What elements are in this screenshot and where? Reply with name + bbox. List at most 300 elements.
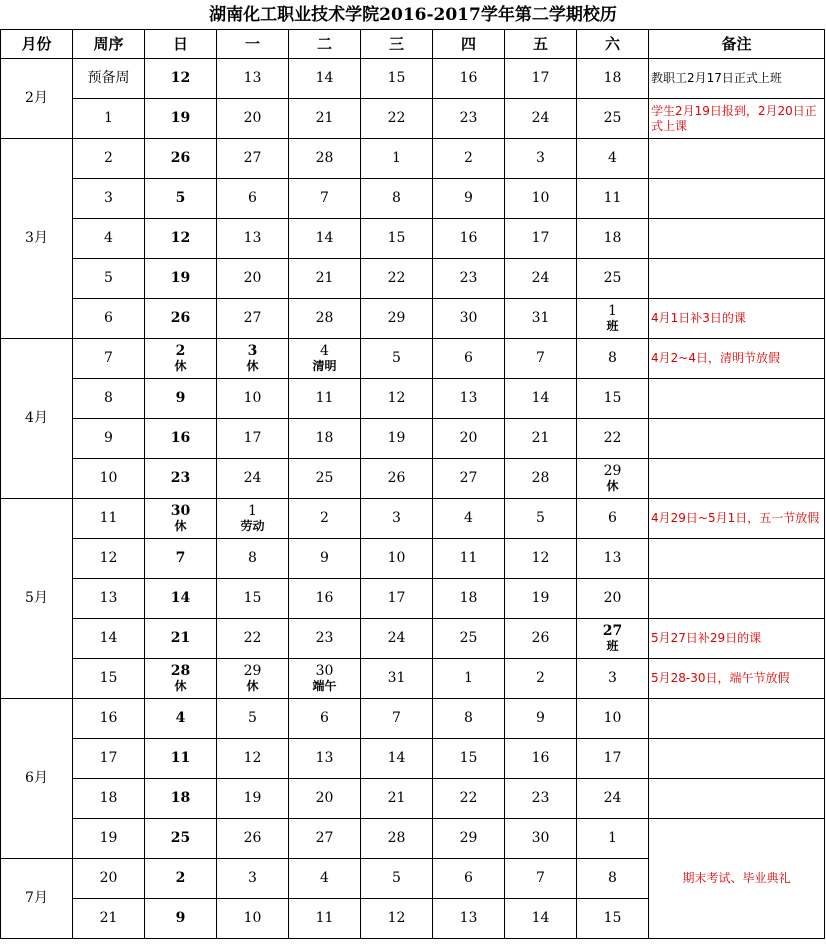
day-cell [577, 339, 649, 379]
day-number: 5 [392, 870, 401, 886]
week-row [1, 259, 825, 299]
day-cell [289, 779, 361, 819]
day-number: 5 [536, 510, 545, 526]
day-number: 18 [315, 430, 334, 446]
day-number: 12 [170, 70, 191, 86]
day-number: 29 [243, 663, 262, 679]
week-number-cell: 9 [73, 419, 145, 459]
day-number: 25 [170, 830, 191, 846]
day-number: 4 [464, 510, 473, 526]
day-number: 10 [531, 190, 550, 206]
day-cell [145, 259, 217, 299]
day-cell [145, 419, 217, 459]
day-cell [145, 659, 217, 699]
day-number: 28 [315, 310, 334, 326]
day-cell [289, 899, 361, 939]
day-cell [505, 659, 577, 699]
week-number-cell: 12 [73, 539, 145, 579]
remark-cell: 期末考试、毕业典礼 [649, 819, 825, 939]
day-number: 23 [459, 110, 478, 126]
column-header: 周序 [73, 30, 145, 59]
day-number: 6 [320, 710, 329, 726]
week-number-cell: 2 [73, 139, 145, 179]
week-number-cell: 14 [73, 619, 145, 659]
day-number: 25 [603, 110, 622, 126]
day-cell [433, 819, 505, 859]
remark-cell [649, 779, 825, 819]
week-row [1, 139, 825, 179]
day-cell [505, 859, 577, 899]
day-cell [361, 139, 433, 179]
day-cell [217, 59, 289, 99]
day-cell [217, 179, 289, 219]
remark-cell [649, 699, 825, 739]
remark-cell [649, 139, 825, 179]
day-cell [289, 179, 361, 219]
day-number: 20 [243, 110, 262, 126]
day-cell [505, 379, 577, 419]
day-number: 17 [243, 430, 262, 446]
day-number: 9 [464, 190, 473, 206]
day-number: 21 [531, 430, 550, 446]
day-cell [505, 419, 577, 459]
day-number: 16 [170, 430, 191, 446]
day-cell [577, 579, 649, 619]
week-row [1, 339, 825, 379]
day-cell [145, 339, 217, 379]
week-number-cell: 8 [73, 379, 145, 419]
day-cell [145, 859, 217, 899]
day-number: 6 [608, 510, 617, 526]
day-cell [433, 859, 505, 899]
week-row [1, 619, 825, 659]
day-tag: 班 [606, 639, 619, 653]
day-cell [577, 619, 649, 659]
day-number: 14 [170, 590, 191, 606]
day-cell [289, 59, 361, 99]
day-number: 11 [170, 750, 191, 766]
day-number: 3 [247, 343, 258, 359]
month-cell: 4月 [1, 339, 73, 499]
day-cell [577, 699, 649, 739]
week-row [1, 459, 825, 499]
day-cell [433, 299, 505, 339]
day-number: 15 [603, 390, 622, 406]
calendar-title: 湖南化工职业技术学院2016-2017学年第二学期校历 [209, 5, 617, 25]
day-cell [289, 379, 361, 419]
day-cell [433, 579, 505, 619]
day-number: 4 [320, 870, 329, 886]
remark-cell [649, 579, 825, 619]
remark-cell: 5月27日补29日的课 [649, 619, 825, 659]
day-number: 27 [315, 830, 334, 846]
day-number: 5 [248, 710, 257, 726]
day-number: 9 [175, 910, 186, 926]
day-cell [361, 699, 433, 739]
day-cell [289, 259, 361, 299]
week-number-cell: 6 [73, 299, 145, 339]
day-number: 22 [387, 270, 406, 286]
day-number: 8 [392, 190, 401, 206]
day-number: 5 [392, 350, 401, 366]
day-number: 24 [603, 790, 622, 806]
day-cell [433, 379, 505, 419]
day-number: 1 [464, 670, 473, 686]
day-number: 1 [392, 150, 401, 166]
day-number: 20 [603, 590, 622, 606]
day-number: 1 [248, 503, 257, 519]
week-number-cell: 10 [73, 459, 145, 499]
day-cell [289, 619, 361, 659]
week-row [1, 779, 825, 819]
day-cell [361, 779, 433, 819]
day-cell [217, 139, 289, 179]
day-number: 10 [243, 910, 262, 926]
day-number: 20 [243, 270, 262, 286]
day-cell [289, 459, 361, 499]
day-number: 17 [387, 590, 406, 606]
day-number: 7 [320, 190, 329, 206]
day-cell [217, 299, 289, 339]
remark-cell: 4月29日~5月1日，五一节放假 [649, 499, 825, 539]
day-number: 13 [315, 750, 334, 766]
day-cell [577, 179, 649, 219]
day-cell [433, 539, 505, 579]
day-number: 29 [459, 830, 478, 846]
day-number: 10 [387, 550, 406, 566]
week-number-cell: 预备周 [73, 59, 145, 99]
day-number: 12 [243, 750, 262, 766]
day-cell [433, 739, 505, 779]
day-number: 22 [459, 790, 478, 806]
day-cell [361, 259, 433, 299]
day-number: 19 [170, 110, 191, 126]
day-cell [361, 619, 433, 659]
day-number: 24 [531, 110, 550, 126]
day-tag: 休 [246, 679, 259, 693]
remark-cell: 教职工2月17日正式上班 [649, 59, 825, 99]
week-row [1, 379, 825, 419]
day-number: 5 [175, 190, 186, 206]
day-cell [361, 299, 433, 339]
day-number: 28 [315, 150, 334, 166]
day-cell [505, 459, 577, 499]
day-cell [577, 459, 649, 499]
day-cell [145, 539, 217, 579]
day-cell [577, 819, 649, 859]
day-number: 13 [243, 230, 262, 246]
day-number: 11 [459, 550, 478, 566]
day-cell [433, 179, 505, 219]
day-number: 27 [243, 150, 262, 166]
day-cell [505, 299, 577, 339]
week-number-cell: 5 [73, 259, 145, 299]
week-number-cell: 7 [73, 339, 145, 379]
remark-cell: 4月2~4日，清明节放假 [649, 339, 825, 379]
remark-cell: 学生2月19日报到，2月20日正式上课 [649, 99, 825, 139]
day-number: 3 [248, 870, 257, 886]
week-row [1, 739, 825, 779]
day-number: 21 [315, 110, 334, 126]
day-cell [577, 739, 649, 779]
remark-cell [649, 259, 825, 299]
day-number: 28 [531, 470, 550, 486]
day-number: 15 [387, 230, 406, 246]
day-number: 6 [464, 350, 473, 366]
day-number: 17 [531, 230, 550, 246]
day-cell [217, 659, 289, 699]
day-cell [217, 99, 289, 139]
day-number: 18 [603, 70, 622, 86]
day-number: 11 [315, 910, 334, 926]
day-number: 15 [243, 590, 262, 606]
week-row [1, 699, 825, 739]
day-cell [217, 219, 289, 259]
day-cell [289, 539, 361, 579]
day-cell [289, 219, 361, 259]
day-number: 19 [387, 430, 406, 446]
day-cell [289, 299, 361, 339]
day-cell [361, 899, 433, 939]
week-row [1, 579, 825, 619]
day-number: 23 [531, 790, 550, 806]
day-cell [505, 339, 577, 379]
day-number: 1 [608, 303, 617, 319]
day-cell [505, 499, 577, 539]
day-number: 9 [536, 710, 545, 726]
month-cell: 5月 [1, 499, 73, 699]
week-number-cell: 18 [73, 779, 145, 819]
week-number-cell: 3 [73, 179, 145, 219]
day-tag: 休 [174, 359, 187, 373]
day-cell [217, 899, 289, 939]
day-cell [145, 779, 217, 819]
day-number: 9 [320, 550, 329, 566]
day-cell [361, 59, 433, 99]
day-number: 23 [170, 470, 191, 486]
day-cell [505, 779, 577, 819]
day-number: 23 [459, 270, 478, 286]
day-number: 30 [459, 310, 478, 326]
day-number: 25 [603, 270, 622, 286]
day-number: 20 [459, 430, 478, 446]
day-cell [433, 259, 505, 299]
day-number: 22 [603, 430, 622, 446]
day-number: 18 [170, 790, 191, 806]
day-cell [361, 419, 433, 459]
column-header: 六 [577, 30, 649, 59]
remark-cell: 4月1日补3日的课 [649, 299, 825, 339]
day-number: 10 [243, 390, 262, 406]
day-cell [577, 779, 649, 819]
week-number-cell: 21 [73, 899, 145, 939]
day-cell [145, 59, 217, 99]
day-number: 31 [387, 670, 406, 686]
day-cell [577, 659, 649, 699]
day-cell [505, 899, 577, 939]
day-cell [217, 339, 289, 379]
day-cell [217, 379, 289, 419]
day-tag: 端午 [312, 679, 337, 693]
day-number: 16 [531, 750, 550, 766]
week-number-cell: 11 [73, 499, 145, 539]
day-cell [217, 619, 289, 659]
week-row [1, 419, 825, 459]
day-number: 2 [320, 510, 329, 526]
month-cell: 3月 [1, 139, 73, 339]
remark-cell [649, 379, 825, 419]
day-number: 26 [531, 630, 550, 646]
day-number: 8 [464, 710, 473, 726]
day-cell [145, 459, 217, 499]
day-number: 14 [531, 910, 550, 926]
month-cell: 6月 [1, 699, 73, 859]
day-cell [577, 139, 649, 179]
day-cell [577, 299, 649, 339]
day-number: 2 [175, 343, 186, 359]
day-cell [361, 459, 433, 499]
day-cell [577, 219, 649, 259]
week-row [1, 219, 825, 259]
day-cell [361, 819, 433, 859]
day-number: 30 [315, 663, 334, 679]
column-header: 日 [145, 30, 217, 59]
day-tag: 劳动 [240, 519, 265, 533]
day-number: 16 [459, 70, 478, 86]
day-number: 22 [387, 110, 406, 126]
day-number: 2 [536, 670, 545, 686]
day-cell [217, 419, 289, 459]
day-cell [289, 339, 361, 379]
header-row [1, 30, 825, 59]
school-calendar-table [0, 29, 825, 939]
day-cell [505, 539, 577, 579]
day-number: 8 [608, 870, 617, 886]
day-number: 14 [387, 750, 406, 766]
day-cell [433, 659, 505, 699]
day-cell [289, 139, 361, 179]
day-cell [361, 659, 433, 699]
day-number: 19 [170, 270, 191, 286]
day-cell [505, 619, 577, 659]
column-header: 四 [433, 30, 505, 59]
day-number: 16 [315, 590, 334, 606]
day-cell [289, 499, 361, 539]
day-number: 11 [603, 190, 622, 206]
day-number: 29 [603, 463, 622, 479]
remark-cell [649, 419, 825, 459]
day-number: 15 [387, 70, 406, 86]
day-cell [145, 619, 217, 659]
day-cell [361, 539, 433, 579]
day-number: 24 [243, 470, 262, 486]
day-number: 21 [387, 790, 406, 806]
column-header: 五 [505, 30, 577, 59]
day-cell [433, 619, 505, 659]
day-tag: 班 [606, 319, 619, 333]
week-number-cell: 17 [73, 739, 145, 779]
week-row [1, 59, 825, 99]
day-cell [217, 579, 289, 619]
day-number: 31 [531, 310, 550, 326]
day-tag: 清明 [312, 359, 337, 373]
day-cell [361, 739, 433, 779]
day-number: 18 [459, 590, 478, 606]
day-cell [289, 699, 361, 739]
day-number: 17 [531, 70, 550, 86]
day-number: 26 [170, 310, 191, 326]
day-cell [505, 819, 577, 859]
day-number: 7 [392, 710, 401, 726]
day-cell [217, 739, 289, 779]
column-header: 备注 [649, 30, 825, 59]
day-cell [433, 459, 505, 499]
day-number: 8 [248, 550, 257, 566]
day-cell [361, 99, 433, 139]
day-cell [361, 219, 433, 259]
day-number: 19 [531, 590, 550, 606]
day-cell [433, 499, 505, 539]
week-number-cell: 20 [73, 859, 145, 899]
day-number: 4 [320, 343, 329, 359]
day-cell [433, 219, 505, 259]
day-tag: 休 [606, 479, 619, 493]
day-number: 13 [459, 910, 478, 926]
day-number: 13 [603, 550, 622, 566]
week-row [1, 99, 825, 139]
day-number: 26 [170, 150, 191, 166]
day-number: 1 [608, 830, 617, 846]
week-row [1, 499, 825, 539]
day-cell [361, 339, 433, 379]
day-cell [505, 219, 577, 259]
day-cell [289, 859, 361, 899]
column-header: 二 [289, 30, 361, 59]
week-row [1, 539, 825, 579]
day-cell [217, 259, 289, 299]
week-row [1, 819, 825, 859]
week-row [1, 659, 825, 699]
day-number: 26 [387, 470, 406, 486]
day-number: 25 [459, 630, 478, 646]
day-number: 4 [608, 150, 617, 166]
day-cell [505, 99, 577, 139]
day-tag: 休 [246, 359, 259, 373]
day-number: 27 [459, 470, 478, 486]
day-cell [289, 99, 361, 139]
remark-cell [649, 219, 825, 259]
day-cell [145, 699, 217, 739]
day-number: 27 [243, 310, 262, 326]
day-cell [505, 59, 577, 99]
day-number: 9 [175, 390, 186, 406]
day-cell [217, 459, 289, 499]
day-cell [577, 859, 649, 899]
day-number: 10 [603, 710, 622, 726]
day-number: 23 [315, 630, 334, 646]
day-number: 14 [315, 70, 334, 86]
day-cell [577, 379, 649, 419]
day-number: 7 [536, 350, 545, 366]
day-tag: 休 [174, 679, 187, 693]
day-cell [505, 699, 577, 739]
day-number: 12 [387, 390, 406, 406]
month-cell: 2月 [1, 59, 73, 139]
day-cell [433, 779, 505, 819]
day-number: 11 [315, 390, 334, 406]
day-number: 30 [170, 503, 191, 519]
day-cell [145, 579, 217, 619]
